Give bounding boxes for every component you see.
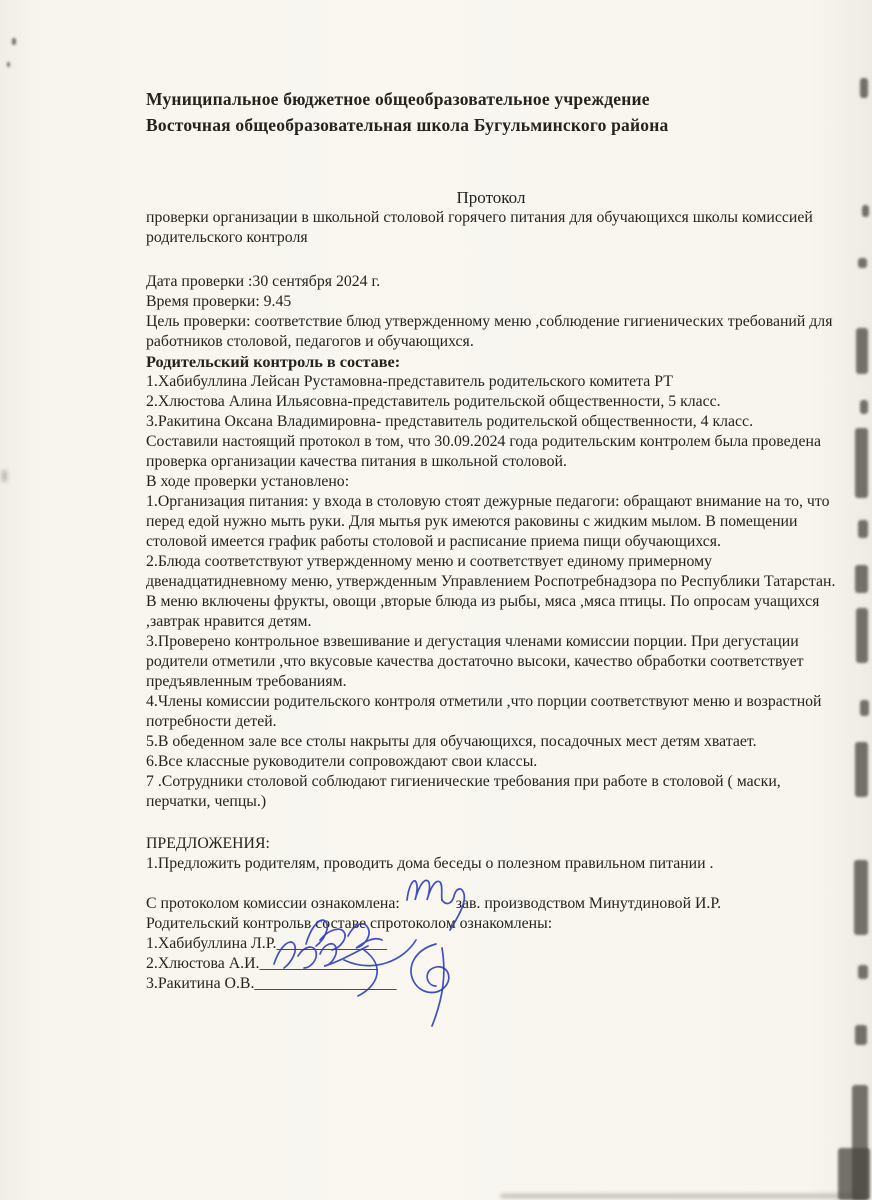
- finding-7: 7 .Сотрудники столовой соблюдают гигиенические требования при работе в столовой ( маски, перчатки, чепцы.): [146, 773, 781, 810]
- control-ack-line: Родительский контрольв составе спротоколом ознакомлены:: [146, 915, 553, 932]
- scan-artifact: [855, 742, 868, 797]
- document-content: [146, 86, 836, 994]
- scan-artifact: [858, 520, 868, 538]
- signature-section: [146, 894, 836, 994]
- scan-artifact: [838, 1148, 870, 1200]
- finding-3: 3.Проверено контрольное взвешивание и дегустация членами комиссии порции. При дегустации родители отметили ,что вкусовые качества достаточно высоки, качество обработки соответствует предъявленным требованиям.: [146, 633, 804, 690]
- finding-2: 2.Блюда соответствуют утвержденному меню и соответствует единому примерному двенадцатидневному меню, утвержденным Управлением Роспотребнадзора по Республики Татарстан. В меню включены фрукты, овощи ,вторые блюда из рыбы, мяса ,мяса птицы. По опросам учащихся ,завтрак нравится детям.: [146, 553, 836, 630]
- scan-artifact: [855, 1025, 867, 1045]
- scan-artifact: [855, 565, 868, 593]
- scan-artifact: [856, 608, 868, 663]
- scan-artifact: [860, 78, 868, 98]
- purpose-line: Цель проверки: соответствие блюд утвержденному меню ,соблюдение гигиенических требований для работников столовой, педагогов и обучающихся.: [146, 313, 833, 350]
- scan-artifact: [856, 328, 868, 374]
- finding-4: 4.Члены комиссии родительского контроля отметили ,что порции соответствуют меню и возрастной потребности детей.: [146, 693, 822, 730]
- committee-member-3: 3.Ракитина Оксана Владимировна- представитель родительской общественности, 4 класс.: [146, 413, 754, 430]
- scan-artifact: [858, 258, 867, 268]
- org-name-line-1: Муниципальное бюджетное общеобразовательное учреждение: [146, 89, 650, 109]
- ack-prefix: С протоколом комиссии ознакомлена:: [146, 895, 400, 912]
- scan-artifact: [854, 860, 868, 935]
- protocol-subtitle: проверки организации в школьной столовой горячего питания для обучающихся школы комиссией родительского контроля: [146, 209, 813, 246]
- committee-member-1: 1.Хабибуллина Лейсан Рустамовна-представитель родительского комитета РТ: [146, 373, 673, 390]
- scan-artifact: [862, 205, 869, 217]
- proposal-1: 1.Предложить родителям, проводить дома беседы о полезном правильном питании .: [146, 855, 714, 872]
- organization-header: [146, 86, 836, 138]
- title-block: [146, 188, 836, 248]
- date-line: Дата проверки :30 сентября 2024 г.: [146, 273, 381, 290]
- scan-artifact: [7, 62, 10, 67]
- scan-artifact: [860, 700, 869, 716]
- signer-line-1: 1.Хабибуллина Л.Р.______________: [146, 935, 388, 952]
- finding-6: 6.Все классные руководители сопровождают свои классы.: [146, 753, 538, 770]
- scan-artifact: [12, 38, 16, 45]
- preamble: Составили настоящий протокол в том, что 30.09.2024 года родительским контролем была проведена проверка организации качества питания в школьной столовой.: [146, 433, 821, 470]
- finding-1: 1.Организация питания: у входа в столовую стоят дежурные педагоги: обращают внимание на то, что перед едой нужно мыть руки. Для мытья рук имеются раковины с жидким мылом. В помещении столовой имеется график работы столовой и расписание приема пищи обучающихся.: [146, 493, 830, 550]
- protocol-title: Протокол: [456, 188, 526, 207]
- scan-artifact: [500, 1194, 860, 1198]
- committee-heading: Родительский контроль в составе:: [146, 352, 401, 371]
- signer-line-3: 3.Ракитина О.В.__________________: [146, 975, 397, 992]
- protocol-body: [146, 272, 836, 812]
- finding-5: 5.В обеденном зале все столы накрыты для обучающихся, посадочных мест детям хватает.: [146, 733, 757, 750]
- scan-artifact: [855, 428, 868, 498]
- scan-artifact: [860, 400, 868, 414]
- committee-member-2: 2.Хлюстова Алина Ильясовна-представитель родительской общественности, 5 класс.: [146, 393, 721, 410]
- ack-suffix: зав. производством Минутдиновой И.Р.: [455, 895, 722, 912]
- proposals-heading: ПРЕДЛОЖЕНИЯ:: [146, 835, 270, 852]
- scan-artifact: [2, 470, 7, 482]
- findings-heading: В ходе проверки установлено:: [146, 473, 350, 490]
- org-name-line-2: Восточная общеобразовательная школа Бугульминского района: [146, 115, 669, 135]
- scan-artifact: [858, 965, 868, 979]
- signer-line-2: 2.Хлюстова А.И._______________: [146, 955, 378, 972]
- acknowledgement-line: [146, 894, 836, 914]
- proposals-block: [146, 834, 836, 874]
- time-line: Время проверки: 9.45: [146, 293, 292, 310]
